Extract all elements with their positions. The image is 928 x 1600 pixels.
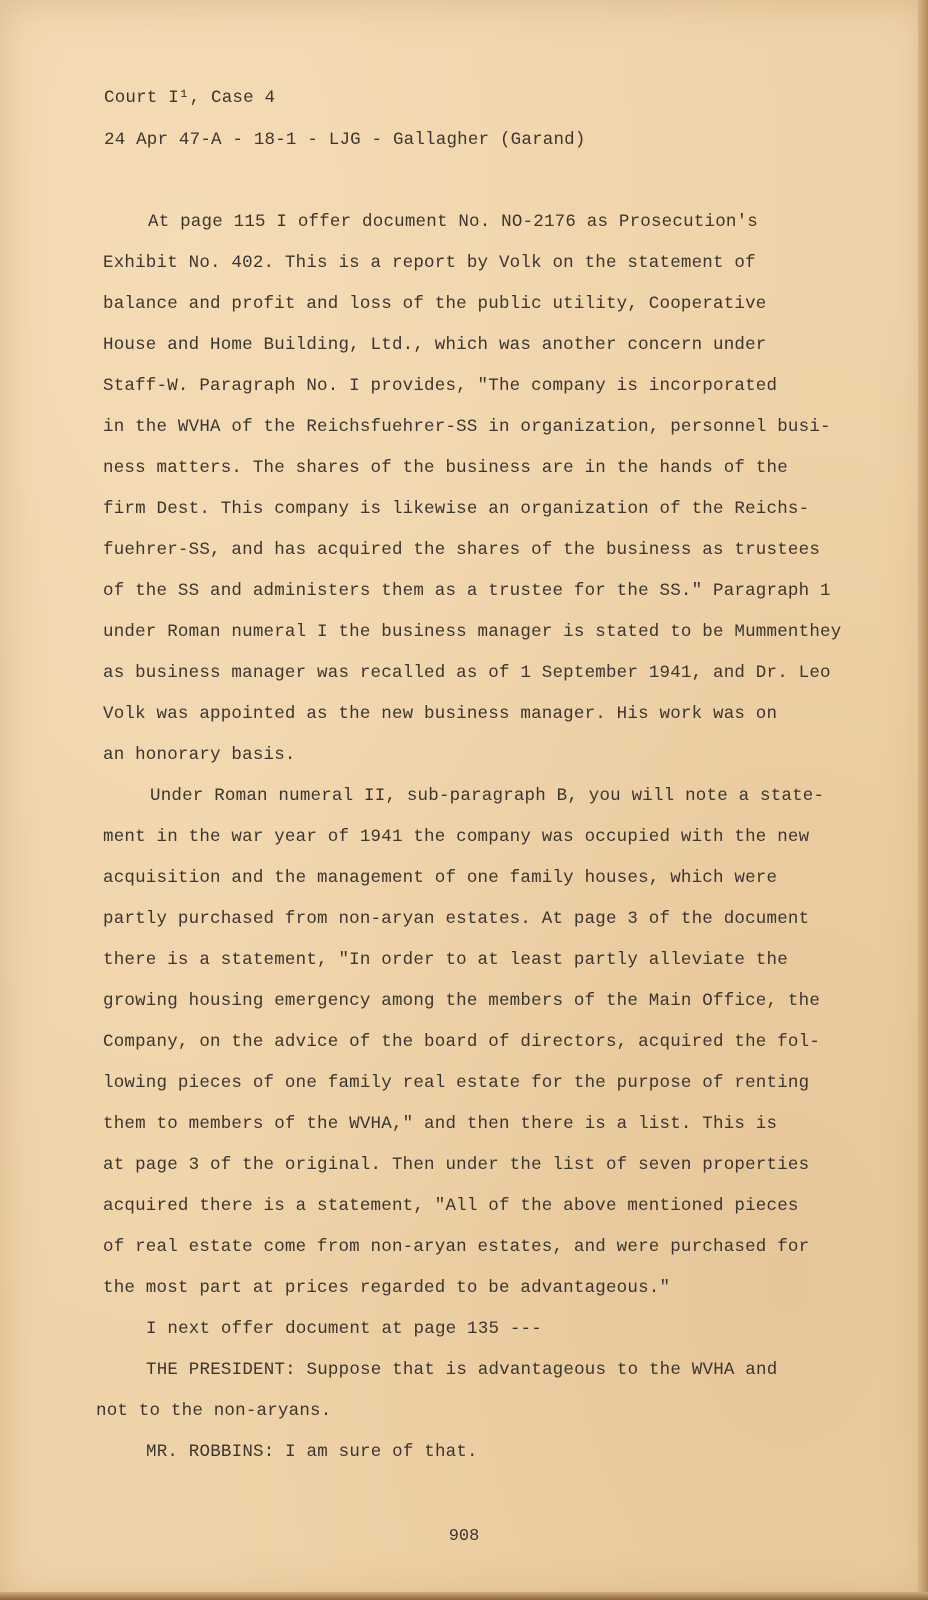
body-line: balance and profit and loss of the public utility, Cooperative <box>103 294 767 314</box>
body-line: growing housing emergency among the members of the Main Office, the <box>103 991 821 1011</box>
body-line: there is a statement, "In order to at least partly alleviate the <box>103 950 788 970</box>
body-line: of real estate come from non-aryan estates, and were purchased for <box>103 1237 810 1257</box>
body-line: acquired there is a statement, "All of the above mentioned pieces <box>103 1196 799 1216</box>
body-line: At page 115 I offer document No. NO-2176 as Prosecution's <box>148 212 758 232</box>
body-line: an honorary basis. <box>103 745 296 765</box>
body-line: at page 3 of the original. Then under the list of seven properties <box>103 1155 810 1175</box>
body-line: Under Roman numeral II, sub-paragraph B, you will note a state- <box>150 786 825 806</box>
body-line: them to members of the WVHA," and then there is a list. This is <box>103 1114 778 1134</box>
body-line: not to the non-aryans. <box>96 1401 332 1421</box>
body-line: of the SS and administers them as a trustee for the SS." Paragraph 1 <box>103 581 831 601</box>
paper-edge-bottom <box>0 1592 928 1600</box>
body-line: lowing pieces of one family real estate for the purpose of renting <box>103 1073 810 1093</box>
body-line: I next offer document at page 135 --- <box>146 1319 542 1339</box>
paper-edge-right <box>918 0 928 1600</box>
session-info-header: 24 Apr 47-A - 18-1 - LJG - Gallagher (Garand) <box>104 130 586 150</box>
body-line: acquisition and the management of one family houses, which were <box>103 868 778 888</box>
body-line: Staff-W. Paragraph No. I provides, "The company is incorporated <box>103 376 778 396</box>
body-line: fuehrer-SS, and has acquired the shares of the business as trustees <box>103 540 821 560</box>
body-line: firm Dest. This company is likewise an organization of the Reichs- <box>103 499 810 519</box>
body-line: in the WVHA of the Reichsfuehrer-SS in organization, personnel busi- <box>103 417 831 437</box>
body-line: MR. ROBBINS: I am sure of that. <box>146 1442 478 1462</box>
body-line: the most part at prices regarded to be advantageous." <box>103 1278 671 1298</box>
body-line: Company, on the advice of the board of directors, acquired the fol- <box>103 1032 821 1052</box>
body-line: House and Home Building, Ltd., which was another concern under <box>103 335 767 355</box>
body-line: ment in the war year of 1941 the company was occupied with the new <box>103 827 810 847</box>
body-line: partly purchased from non-aryan estates. At page 3 of the document <box>103 909 810 929</box>
body-line: under Roman numeral I the business manager is stated to be Mummenthey <box>103 622 842 642</box>
body-line: as business manager was recalled as of 1 September 1941, and Dr. Leo <box>103 663 831 683</box>
body-line: Volk was appointed as the new business manager. His work was on <box>103 704 778 724</box>
body-line: Exhibit No. 402. This is a report by Volk on the statement of <box>103 253 756 273</box>
court-case-header: Court I¹, Case 4 <box>104 88 276 108</box>
page-number: 908 <box>448 1527 480 1546</box>
body-line: THE PRESIDENT: Suppose that is advantageous to the WVHA and <box>146 1360 778 1380</box>
body-line: ness matters. The shares of the business are in the hands of the <box>103 458 788 478</box>
